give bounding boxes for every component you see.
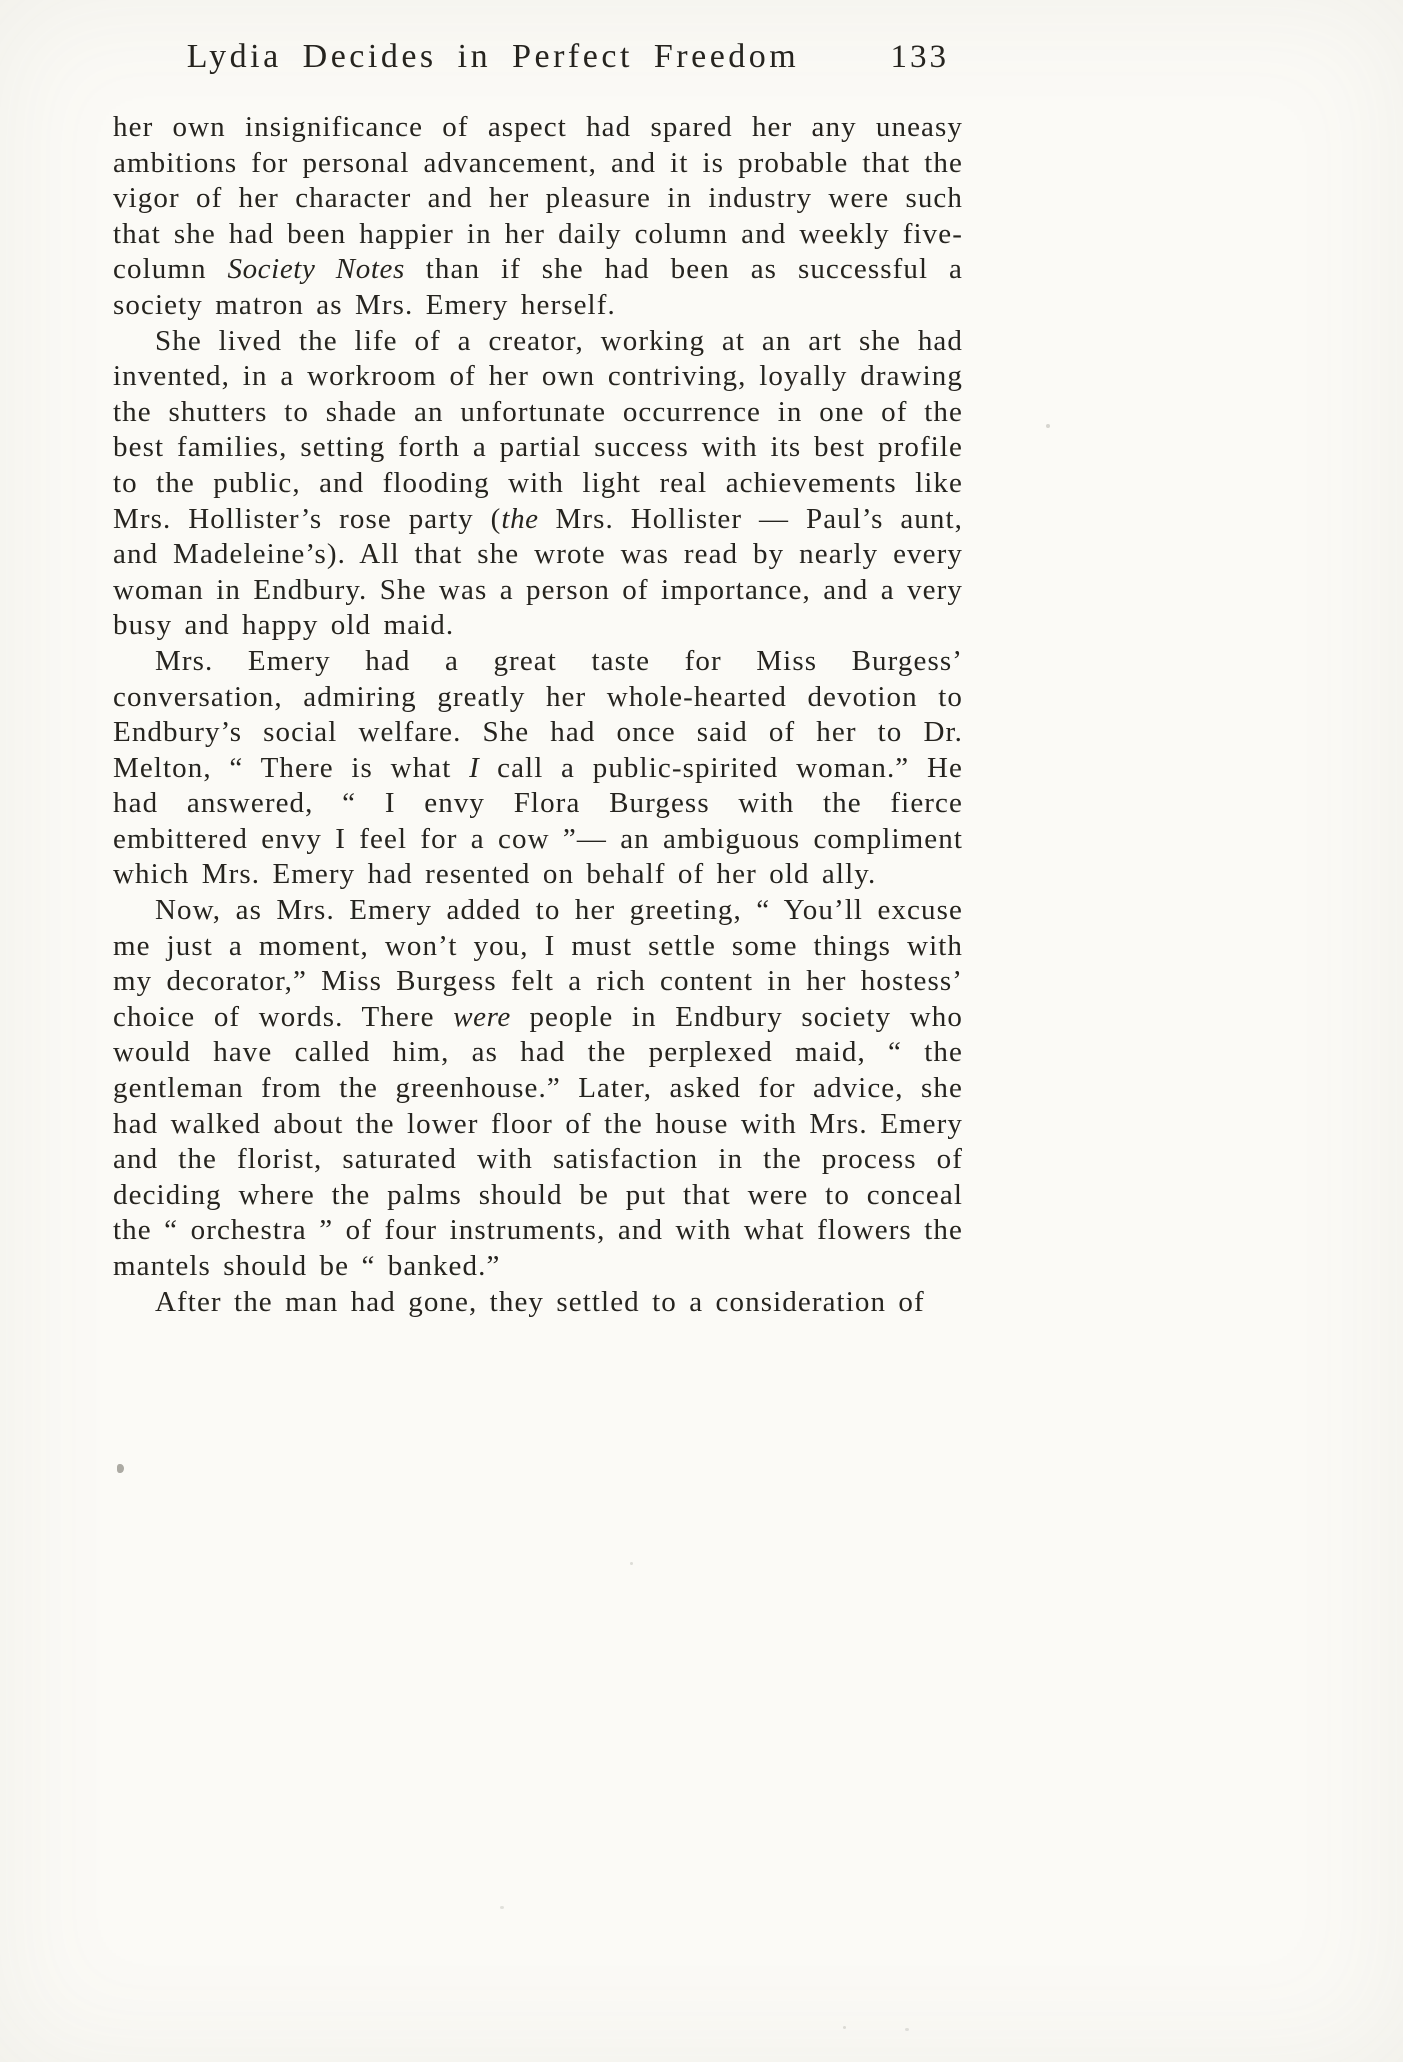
text-segment: Mrs. Hollister — Paul’s aunt, and Madeleine’s). All that she wrote was read by nearly every woman in Endbury. She was a person of importance, and a very busy and happy old maid. xyxy=(113,502,964,642)
italic-text: the xyxy=(501,502,539,535)
text-segment: Mrs. Emery had a great taste for Miss Burgess’ conversation, admiring greatly her whole-hearted devotion to Endbury’s social welfare. She had once said of her to Dr. Melton, “ There is what xyxy=(113,644,963,784)
text-segment: her own insignificance of aspect had spared her any uneasy ambitions for personal advancement, and it is probable that the vigor of her character and her pleasure in industry were such that she had been happier in her daily column and weekly five-column xyxy=(113,111,963,286)
page-header xyxy=(113,40,963,74)
paragraph xyxy=(113,644,963,893)
scan-speck xyxy=(905,2028,909,2031)
scan-speck xyxy=(117,1464,124,1473)
text-segment: Now, as Mrs. Emery added to her greeting, “ You’ll excuse me just a moment, won’t you, I must settle some things with my decorator,” Miss Burgess felt a rich content in her hostess’ choice of words. There xyxy=(113,894,963,1033)
body-text xyxy=(113,110,963,1320)
scan-speck xyxy=(1046,424,1050,428)
text-segment: call a public-spirited woman.” He had answered, “ I envy Flora Burgess with the fierce embittered envy I feel for a cow ”— an ambiguous compliment which Mrs. Emery had resented on behalf of her old ally. xyxy=(113,751,963,891)
text-segment: She lived the life of a creator, working at an art she had invented, in a workroom of her own contriving, loyally drawing the shutters to shade an unfortunate occurrence in one of the best families, setting forth a partial success with its best profile to the public, and flooding with light real achievements like Mrs. Hollister’s rose party ( xyxy=(113,324,963,535)
page-content xyxy=(113,40,963,1320)
text-segment: than if she had been as successful a society matron as Mrs. Emery herself. xyxy=(113,253,963,321)
scan-speck xyxy=(843,2026,846,2029)
scan-speck xyxy=(630,1562,633,1565)
italic-text: I xyxy=(469,751,480,784)
text-segment: After the man had gone, they settled to a consideration of xyxy=(155,1285,925,1318)
paragraph xyxy=(113,893,963,1285)
text-segment: people in Endbury society who would have called him, as had the perplexed maid, “ the gentleman from the greenhouse.” Later, asked for advice, she had walked about the lower floor of the house with Mrs. Emery and the florist, saturated with satisfaction in the process of deciding where the palms should be put that were to conceal the “ orchestra ” of four instruments, and with what flowers the mantels should be “ banked.” xyxy=(113,1000,963,1282)
paragraph xyxy=(113,1285,963,1321)
italic-text: Society Notes xyxy=(227,253,405,286)
running-title: Lydia Decides in Perfect Freedom xyxy=(186,38,800,75)
paragraph xyxy=(113,324,963,644)
paragraph xyxy=(113,110,963,324)
italic-text: were xyxy=(453,1000,511,1033)
scan-speck xyxy=(500,1906,504,1909)
page-number: 133 xyxy=(890,39,949,75)
